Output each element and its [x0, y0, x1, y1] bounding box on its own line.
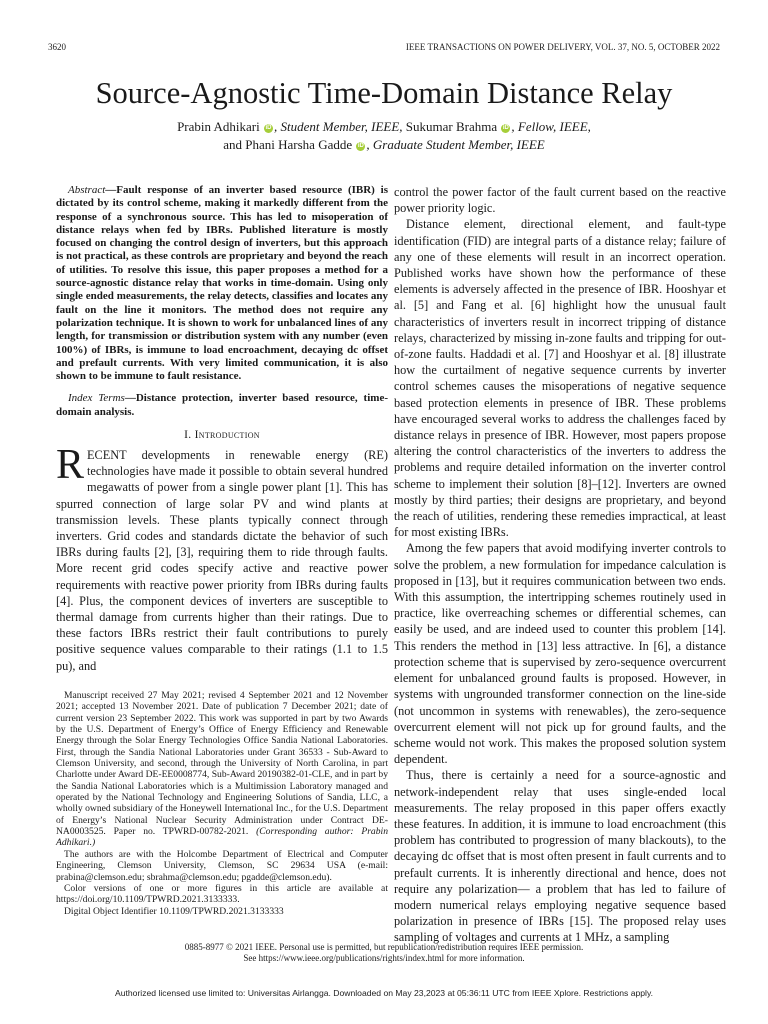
footnote-doi: Digital Object Identifier 10.1109/TPWRD.2021.3133333: [64, 905, 284, 917]
author-name: Sukumar Brahma: [402, 119, 498, 134]
footnotes: [56, 690, 388, 917]
journal-header: IEEE TRANSACTIONS ON POWER DELIVERY, VOL. 37, NO. 5, OCTOBER 2022: [405, 42, 720, 52]
right-column: [394, 184, 726, 946]
section-heading: [56, 429, 388, 441]
author-line-1: [0, 118, 768, 136]
footnote-color: Color versions of one or more figures in this article are available at https://doi.org/10.1109/TPWRD.2021.3133333.: [56, 882, 388, 906]
download-notice: Authorized licensed use limited to: Universitas Airlangga. Downloaded on May 23,2023 at 05:36:11 UTC from IEEE Xplore. Restrictions apply.: [114, 988, 654, 998]
footnote-text: Manuscript received 27 May 2021; revised 4 September 2021 and 12 November 2021; accepted 13 November 2021. Date of publication 7 December 2021; date of current version 23 September 2022. This work was supported in part by two Awards by the U.S. Department of Energy’s Office of Energy Efficiency and Renewable Energy through the Solar Energy Technologies Office Sandia National Laboratories. First, through the Sandia National Laboratories under Grant 36533 - Sub-Award to Clemson University, and second, through the University of North Carolina, in part Charlotte under Award DE-EE0008774, Sub-Award 20190382-01-CLE, and in part by the Sandia National Laboratories which is a Multimission Laboratory managed and operated by the National Technology and Engineering Solutions of Sandia, LLC, a wholly owned subsidiary of the Honeywell International Inc., for the U.S. Department of Energy’s National Nuclear Security Administration under Contract DE-NA0003525. Paper no. TPWRD-00782-2021.: [56, 690, 388, 838]
body-paragraph: Thus, there is certainly a need for a source-agnostic and network-independent relay that uses single-ended local measurements. The relay proposed in this paper offers exactly these features. In addition, it is immune to load encroachment (this problem has contributed to progression of many blackouts), to the decaying dc offset that is most often present in fault currents and to prefault currents. It is inherently directional and hence, does not require any polarization— a problem that has led to failure of modern numerical relays employing negative sequence based polarization in presence of IBRs [15]. The proposed relay uses sampling of voltages and currents at 1 MHz, a sampling: [394, 768, 726, 945]
copyright-line: 0885-8977 © 2021 IEEE. Personal use is permitted, but republication/redistribution requires IEEE permission.: [184, 942, 584, 952]
author-role: , Student Member, IEEE,: [274, 119, 403, 134]
drop-cap: R: [56, 442, 85, 489]
abstract-label: Abstract: [68, 184, 106, 196]
section-title: Introduction: [194, 429, 260, 442]
intro-text: ECENT developments in renewable energy (RE) technologies have made it possible to obtain several hundred megawatts of power from a single power plant [1]. This has spurred connection of large solar PV and wind plants at transmission levels. These plants typically connect through inverters. Grid codes and standards dictate the behavior of such IBRs during faults [2], [3], requiring them to ride through faults. More recent grid codes specify active and reactive power requirements with reactive power priority from IBRs during faults [4]. Plus, the component devices of inverters are susceptible to thermal damage from currents higher than their ratings. Due to these factors IBRs restrict their fault contributions to purely positive sequence values comparable to their ratings (1.1 to 1.5 pu), and: [56, 448, 388, 673]
footnote-manuscript: [56, 690, 388, 849]
author-role: , Graduate Student Member, IEEE: [366, 137, 545, 152]
orcid-icon[interactable]: iD: [357, 143, 364, 149]
orcid-icon[interactable]: iD: [265, 125, 272, 131]
abstract: [56, 184, 388, 383]
author-line-2: [0, 136, 768, 154]
footnote-affiliation: The authors are with the Holcombe Department of Electrical and Computer Engineering, Clemson University, Clemson, SC 29634 USA (e-mail: prabina@clemson.edu; sbrahma@clemson.edu; pgadde@clemson.edu).: [56, 848, 388, 883]
author-role: , Fellow, IEEE,: [511, 119, 591, 134]
abstract-text: —Fault response of an inverter based resource (IBR) is dictated by its control scheme, making it markedly different from the response of a synchronous source. This has led to misoperation of distance relays when fed by IBRs. Published literature is mostly focused on changing the control design of inverters, but this approach is not practical, as these controls are proprietary and beyond the reach of utilities. To resolve this issue, this paper proposes a method for a source-agnostic distance relay that works in time-domain. Using only single ended measurements, the relay detects, classifies and locates any fault on the line it monitors. The method does not require any polarization technique. It is shown to work for unbalanced lines of any length, for transmission or distribution system with any number (even 100%) of IBRs, is immune to load encroachment, decaying dc offset and prefault currents. With very limited communication, it is also shown to be immune to fault resistance.: [56, 184, 388, 383]
section-number: I.: [184, 429, 192, 442]
page-number: 3620: [48, 42, 66, 52]
author-name: and Phani Harsha Gadde: [223, 137, 353, 152]
body-paragraph: control the power factor of the fault current based on the reactive power priority logic.: [394, 185, 726, 216]
index-terms-label: Index Terms: [68, 392, 125, 405]
corresponding-author: (Corresponding author: Prabin Adhikari.): [56, 826, 388, 849]
index-terms: [56, 392, 388, 419]
rights-link-line: See https://www.ieee.org/publications/rights/index.html for more information.: [243, 953, 525, 963]
body-paragraph: Distance element, directional element, and fault-type identification (FID) are integral parts of a distance relay; failure of any one of these elements will result in an incorrect operation. Published works have shown how the performance of these elements is adversely affected in the presence of IBR. Hooshyar et al. [5] and Fang et al. [6] highlight how the unusual fault characteristics of inverters result in incorrect tripping of distance relays, characterized by missing in-zone faults and tripping for out-of-zone faults. Haddadi et al. [7] and Hooshyar et al. [8] illustrate how the curtailment of negative sequence currents by inverter control schemes causes the misoperations of negative sequence based protection elements in presence of IBR. These problems have encouraged several works to address the challenges faced by distance relays in presence of IBR. However, most papers propose altering the control characteristics of the inverters to address the problems and require detailed information on the inverter control scheme to implement their solution [8]–[12]. Inverters are owned mostly by third parties; their designs are proprietary, and beyond the reach of utilities, rendering these remedies impractical, at least for most existing IBRs.: [394, 217, 726, 540]
body-paragraph: Among the few papers that avoid modifying inverter controls to solve the problem, a new formulation for impedance calculation is proposed in [13], but it requires communication between two ends. With this assumption, the intertripping schemes routinely used in practice, like overreaching schemes or differential schemes, can easily be used, and are indeed used to counter this problem [14]. This renders the method in [13] less attractive. In [6], a distance protection scheme that is supervised by zero-sequence overcurrent element for unbalanced ground faults is proposed. However, in systems with ungrounded transformer connection on the line-side (not uncommon in systems with renewables), the zero-sequence overcurrent element will not pick up for ground faults, and the scheme would not work. This makes the proposed solution system dependent.: [394, 541, 726, 767]
intro-paragraph: [56, 442, 388, 674]
paper-title: Source-Agnostic Time-Domain Distance Relay: [95, 76, 673, 110]
author-name: Prabin Adhikari: [177, 119, 260, 134]
orcid-icon[interactable]: iD: [502, 125, 509, 131]
index-terms-text: —Distance protection, inverter based resource, time-domain analysis.: [56, 392, 388, 418]
left-column: [56, 184, 388, 674]
